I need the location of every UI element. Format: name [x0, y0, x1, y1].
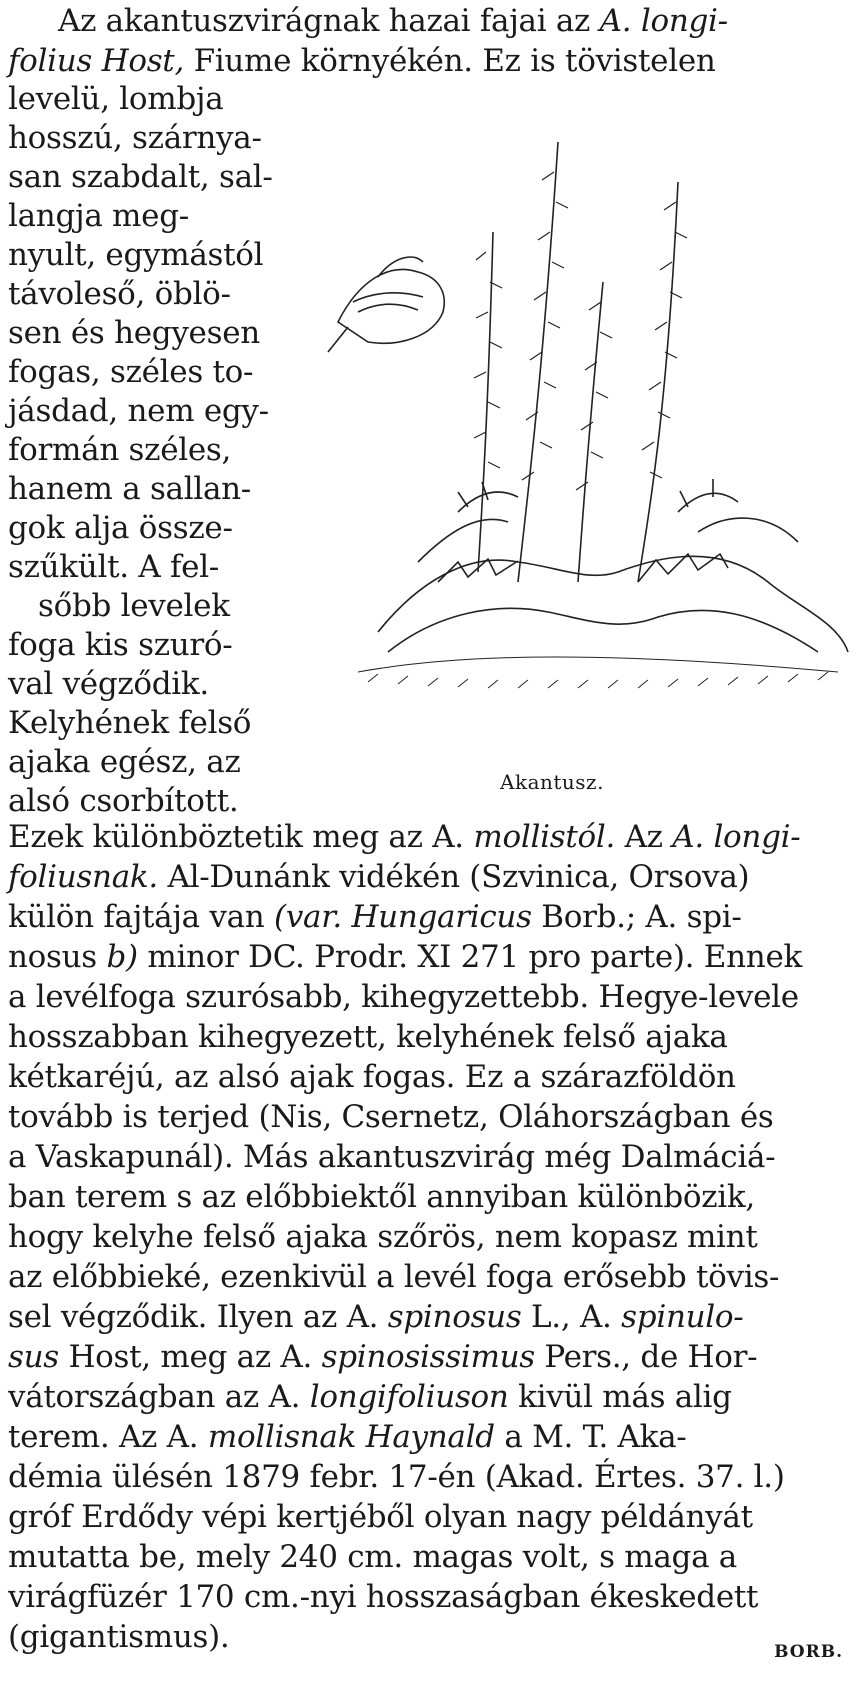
- left-column-line: ajaka egész, az: [8, 744, 241, 780]
- flower-spikes: [478, 142, 678, 582]
- italic-text: b): [106, 939, 138, 975]
- left-column-line: formán széles,: [8, 432, 232, 468]
- italic-text: foliusnak.: [8, 859, 158, 895]
- text-span: Borb.; A. spi-: [531, 899, 742, 935]
- text-line: [8, 938, 802, 976]
- text-span: Az akantuszvirágnak hazai fajai az: [58, 3, 600, 39]
- text-line: (gigantismus).: [8, 1619, 230, 1655]
- text-span: Al-Dunánk vidékén (Szvinica, Orsova): [157, 859, 750, 895]
- text-span: külön fajtája van: [8, 899, 275, 935]
- text-line: tovább is terjed (Nis, Csernetz, Oláhországban és: [8, 1099, 774, 1135]
- text-span: terem. Az A.: [8, 1419, 208, 1455]
- text-span: L., A.: [521, 1299, 622, 1335]
- acanthus-illustration: [318, 112, 858, 702]
- ground-hatching: [358, 657, 838, 688]
- left-column-line: foga kis szuró-: [8, 627, 233, 663]
- author-signature: BORB.: [774, 1642, 843, 1662]
- italic-text: spinulo-: [621, 1299, 744, 1335]
- left-column-line: távoleső, öblö-: [8, 276, 231, 312]
- text-line: [8, 1378, 732, 1416]
- left-column-line: jásdad, nem egy-: [8, 393, 269, 429]
- italic-text: longifoliuson: [309, 1379, 509, 1415]
- left-column-line: hosszú, szárnya-: [8, 120, 262, 156]
- left-column-line: Kelyhének felső: [8, 705, 252, 741]
- left-column-line: san szabdalt, sal-: [8, 159, 273, 195]
- text-line: [8, 1338, 757, 1376]
- text-line: hogy kelyhe felső ajaka szőrös, nem kopasz mint: [8, 1219, 758, 1255]
- text-span: sel végződik. Ilyen az A.: [8, 1299, 388, 1335]
- text-span: kivül más alig: [508, 1379, 732, 1415]
- leaf-rosette: [378, 479, 848, 652]
- text-line: [8, 818, 800, 856]
- text-line: gróf Erdődy vépi kertjéből olyan nagy példányát: [8, 1499, 753, 1535]
- text-line: az előbbieké, ezenkivül a levél foga erősebb tövis-: [8, 1259, 780, 1295]
- left-column-line: val végződik.: [8, 666, 209, 702]
- text-line: a Vaskapunál). Más akantuszvirág még Dalmáciá-: [8, 1139, 776, 1175]
- text-line: ban terem s az előbbiektől annyiban különbözik,: [8, 1179, 755, 1215]
- text-line: hosszabban kihegyezett, kelyhének felső ajaka: [8, 1019, 728, 1055]
- left-column-line: nyult, egymástól: [8, 237, 264, 273]
- text-line: kétkaréjú, az alsó ajak fogas. Ez a szárazföldön: [8, 1059, 736, 1095]
- text-line: a levélfoga szurósabb, kihegyzettebb. Hegye-levele: [8, 979, 799, 1015]
- left-column-line: alsó csorbított.: [8, 783, 239, 819]
- italic-text: spinosus: [387, 1299, 522, 1335]
- left-column-line: levelü, lombja: [8, 81, 224, 117]
- text-span: minor DC. Prodr. XI 271 pro parte). Ennek: [137, 939, 802, 975]
- left-column-line: fogas, széles to-: [8, 354, 254, 390]
- text-span: vátországban az A.: [8, 1379, 310, 1415]
- text-line: mutatta be, mely 240 cm. magas volt, s maga a: [8, 1539, 737, 1575]
- text-line: [8, 1298, 743, 1336]
- text-span: nosus: [8, 939, 107, 975]
- italic-text: (var. Hungaricus: [274, 899, 532, 935]
- italic-text: folius Host,: [8, 43, 185, 79]
- text-line: [8, 1418, 686, 1456]
- bird-sketch: [328, 257, 444, 352]
- italic-text: mollisnak Haynald: [207, 1419, 495, 1455]
- left-column-line: hanem a sallan-: [8, 471, 251, 507]
- italic-text: sus: [8, 1339, 59, 1375]
- left-column-line: gok alja össze-: [8, 510, 233, 546]
- italic-text: A. longi-: [599, 3, 728, 39]
- text-span: a M. T. Aka-: [494, 1419, 687, 1455]
- text-line: [8, 858, 749, 896]
- text-line: [8, 898, 742, 936]
- text-span: Fiume környékén. Ez is tövistelen: [184, 43, 716, 79]
- text-span: Host, meg az A.: [58, 1339, 322, 1375]
- left-column-line: langja meg-: [8, 198, 189, 234]
- text-line: [58, 2, 728, 40]
- text-span: Ezek különböztetik meg az A.: [8, 819, 474, 855]
- italic-text: mollistól.: [473, 819, 616, 855]
- left-column-line: sőbb levelek: [38, 588, 230, 624]
- italic-text: A. longi-: [672, 819, 801, 855]
- text-line: [8, 42, 716, 80]
- text-line: virágfüzér 170 cm.-nyi hosszaságban ékeskedett: [8, 1579, 759, 1615]
- left-column-line: sen és hegyesen: [8, 315, 260, 351]
- italic-text: spinosissimus: [321, 1339, 535, 1375]
- figure-caption: Akantusz.: [500, 770, 604, 794]
- text-line: démia ülésén 1879 febr. 17-én (Akad. Értes. 37. l.): [8, 1459, 785, 1495]
- text-span: Az: [615, 819, 673, 855]
- text-span: Pers., de Hor-: [534, 1339, 758, 1375]
- left-column-line: szűkült. A fel-: [8, 549, 219, 585]
